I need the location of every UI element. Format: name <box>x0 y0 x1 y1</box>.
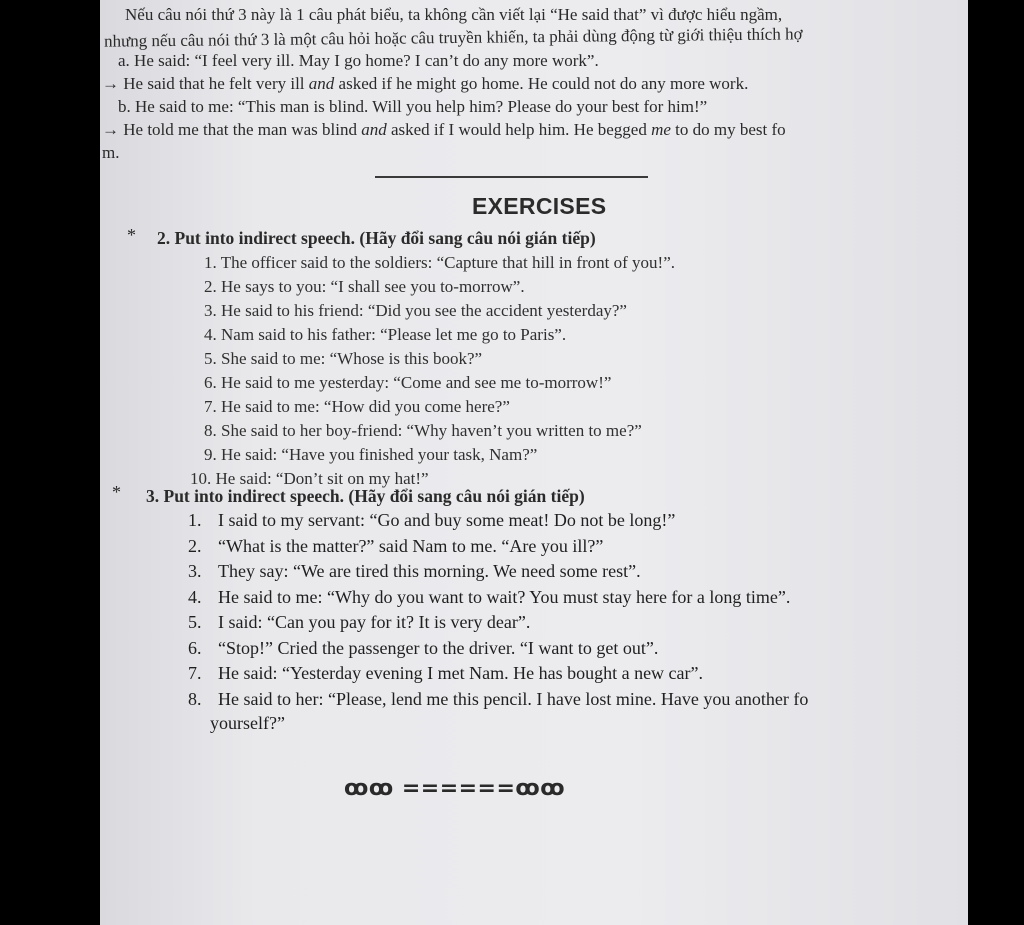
exercise-2-item: 9. He said: “Have you finished your task, Nam?” <box>204 445 538 464</box>
section-divider <box>375 176 648 178</box>
answer-a-text-1: He said that he felt very ill <box>123 74 305 93</box>
exercises-heading: EXERCISES <box>472 193 607 219</box>
answer-b-text-2: asked if I would help him. He begged <box>390 120 647 139</box>
example-b: b. He said to me: “This man is blind. Will you help him? Please do your best for him!” <box>118 97 708 116</box>
arrow-icon: → <box>102 74 119 93</box>
exercise-2-item: 4. Nam said to his father: “Please let me go to Paris”. <box>204 325 567 344</box>
exercise-3-item: They say: “We are tired this morning. We need some rest”. <box>218 561 641 581</box>
exercise-3-item-number: 6. <box>188 637 202 658</box>
exercise-3-item: “Stop!” Cried the passenger to the driver. “I want to get out”. <box>218 637 659 658</box>
ornament-divider: ꝏꝏ ======ꝏꝏ <box>344 776 566 801</box>
answer-b-text-3: to do my best fo <box>675 120 786 139</box>
exercise-3-item: I said: “Can you pay for it? It is very dear”. <box>218 612 531 632</box>
exercise-3-item: He said to her: “Please, lend me this pencil. I have lost mine. Have you another fo <box>218 688 809 709</box>
exercise-2-item: 7. He said to me: “How did you come here?” <box>204 397 510 416</box>
exercise-3-item: He said: “Yesterday evening I met Nam. He has bought a new car”. <box>218 663 704 683</box>
example-a: a. He said: “I feel very ill. May I go home? I can’t do any more work”. <box>118 51 599 70</box>
exercise-3-item-number: 8. <box>188 688 202 709</box>
exercise-3-item-8-continuation: yourself?” <box>210 713 285 733</box>
exercise-3-item-number: 3. <box>188 561 202 581</box>
book-page <box>100 0 968 925</box>
star-icon: * <box>112 482 121 502</box>
exercise-2-item: 1. The officer said to the soldiers: “Capture that hill in front of you!”. <box>204 253 676 272</box>
exercise-3-title: 3. Put into indirect speech. (Hãy đổi sang câu nói gián tiếp) <box>146 486 585 506</box>
exercise-3-item-number: 1. <box>188 510 202 530</box>
exercise-3-item: He said to me: “Why do you want to wait? You must stay here for a long time”. <box>218 586 791 607</box>
exercise-3-item: I said to my servant: “Go and buy some meat! Do not be long!” <box>218 510 676 530</box>
arrow-icon: → <box>102 120 119 139</box>
answer-b <box>102 120 786 140</box>
exercise-3-item-number: 7. <box>188 663 202 683</box>
answer-b-text-1: He told me that the man was blind <box>123 120 357 139</box>
exercise-3-item: “What is the matter?” said Nam to me. “Are you ill?” <box>218 535 604 556</box>
intro-line-2: nhưng nếu câu nói thứ 3 là một câu hỏi hoặc câu truyền khiến, ta phải dùng động từ giới thiệu thích hợ <box>103 24 803 51</box>
exercise-2-item: 10. He said: “Don’t sit on my hat!” <box>190 469 429 488</box>
answer-b-me: me <box>651 120 671 139</box>
exercise-3-item-number: 4. <box>188 586 202 607</box>
answer-b-and: and <box>361 120 387 139</box>
exercise-2-item: 6. He said to me yesterday: “Come and see me to-morrow!” <box>204 373 612 392</box>
exercise-2-item: 8. She said to her boy-friend: “Why haven’t you written to me?” <box>204 421 642 440</box>
answer-a <box>102 74 748 94</box>
star-icon: * <box>127 225 136 245</box>
exercise-3-item-number: 5. <box>188 612 202 632</box>
answer-a-text-2: asked if he might go home. He could not do any more work. <box>338 74 749 93</box>
exercise-2-item: 3. He said to his friend: “Did you see the accident yesterday?” <box>204 301 627 320</box>
answer-b-continuation: m. <box>102 143 120 162</box>
exercise-2-item: 5. She said to me: “Whose is this book?” <box>204 349 483 368</box>
answer-a-and: and <box>308 74 335 93</box>
intro-line-1: Nếu câu nói thứ 3 này là 1 câu phát biểu, ta không cần viết lại “He said that” vì được hiểu ngầm, <box>125 5 783 24</box>
exercise-2-title: 2. Put into indirect speech. (Hãy đổi sang câu nói gián tiếp) <box>157 228 596 248</box>
exercise-2-item: 2. He says to you: “I shall see you to-morrow”. <box>204 277 525 296</box>
exercise-3-item-number: 2. <box>188 535 202 556</box>
